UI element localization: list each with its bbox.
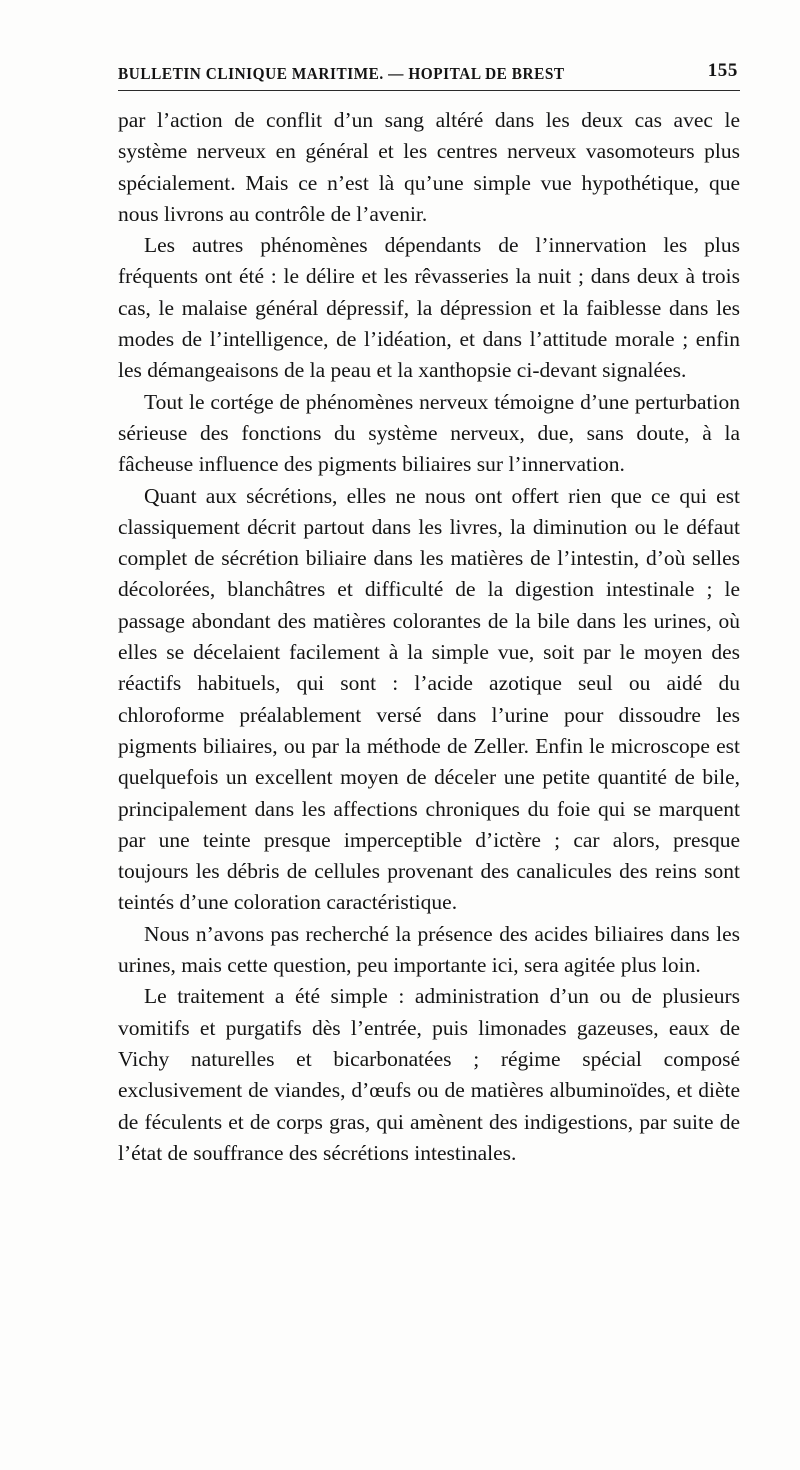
book-page bbox=[118, 60, 740, 1169]
paragraph: Quant aux sécrétions, elles ne nous ont offert rien que ce qui est classiquement décrit partout dans les livres, la diminution ou le défaut complet de sécrétion biliaire dans les matières de l’intestin, d’où selles décolorées, blanchâtres et difficulté de la digestion intestinale ; le passage abondant des matières colorantes de la bile dans les urines, où elles se décelaient facilement à la simple vue, soit par le moyen des réactifs habituels, qui sont : l’acide azotique seul ou aidé du chloroforme préalablement versé dans l’urine pour dissoudre les pigments biliaires, ou par la méthode de Zeller. Enfin le microscope est quelquefois un excellent moyen de déceler une petite quantité de bile, principalement dans les affections chroniques du foie qui se marquent par une teinte presque imperceptible d’ictère ; car alors, presque toujours les débris de cellules provenant des canalicules des reins sont teintés d’une coloration caractéristique. bbox=[118, 483, 740, 915]
body-text bbox=[118, 105, 740, 1169]
running-header bbox=[118, 60, 740, 91]
running-title: BULLETIN CLINIQUE MARITIME. — HOPITAL DE BREST bbox=[118, 64, 565, 83]
paragraph: Les autres phénomènes dépendants de l’innervation les plus fréquents ont été : le délire et les rêvasseries la nuit ; dans deux à trois cas, le malaise général dépressif, la dépression et la faiblesse dans les modes de l’intelligence, de l’idéation, et dans l’attitude morale ; enfin les démangeaisons de la peau et la xanthopsie ci-devant signalées. bbox=[118, 233, 740, 383]
paragraph: Nous n’avons pas recherché la présence des acides biliaires dans les urines, mais cette question, peu importante ici, sera agitée plus loin. bbox=[118, 921, 740, 978]
page-number: 155 bbox=[707, 60, 738, 81]
paragraph: Tout le cortége de phénomènes nerveux témoigne d’une perturbation sérieuse des fonctions du système nerveux, due, sans doute, à la fâcheuse influence des pigments biliaires sur l’innervation. bbox=[118, 389, 740, 477]
paragraph: Le traitement a été simple : administration d’un ou de plusieurs vomitifs et purgatifs dès l’entrée, puis limonades gazeuses, eaux de Vichy naturelles et bicarbonatées ; régime spécial composé exclusivement de viandes, d’œufs ou de matières albuminoïdes, et diète de féculents et de corps gras, qui amènent des indigestions, par suite de l’état de souffrance des sécrétions intestinales. bbox=[118, 984, 740, 1165]
paragraph: par l’action de conflit d’un sang altéré dans les deux cas avec le système nerveux en général et les centres nerveux vasomoteurs plus spécialement. Mais ce n’est là qu’une simple vue hypothétique, que nous livrons au contrôle de l’avenir. bbox=[118, 108, 740, 226]
